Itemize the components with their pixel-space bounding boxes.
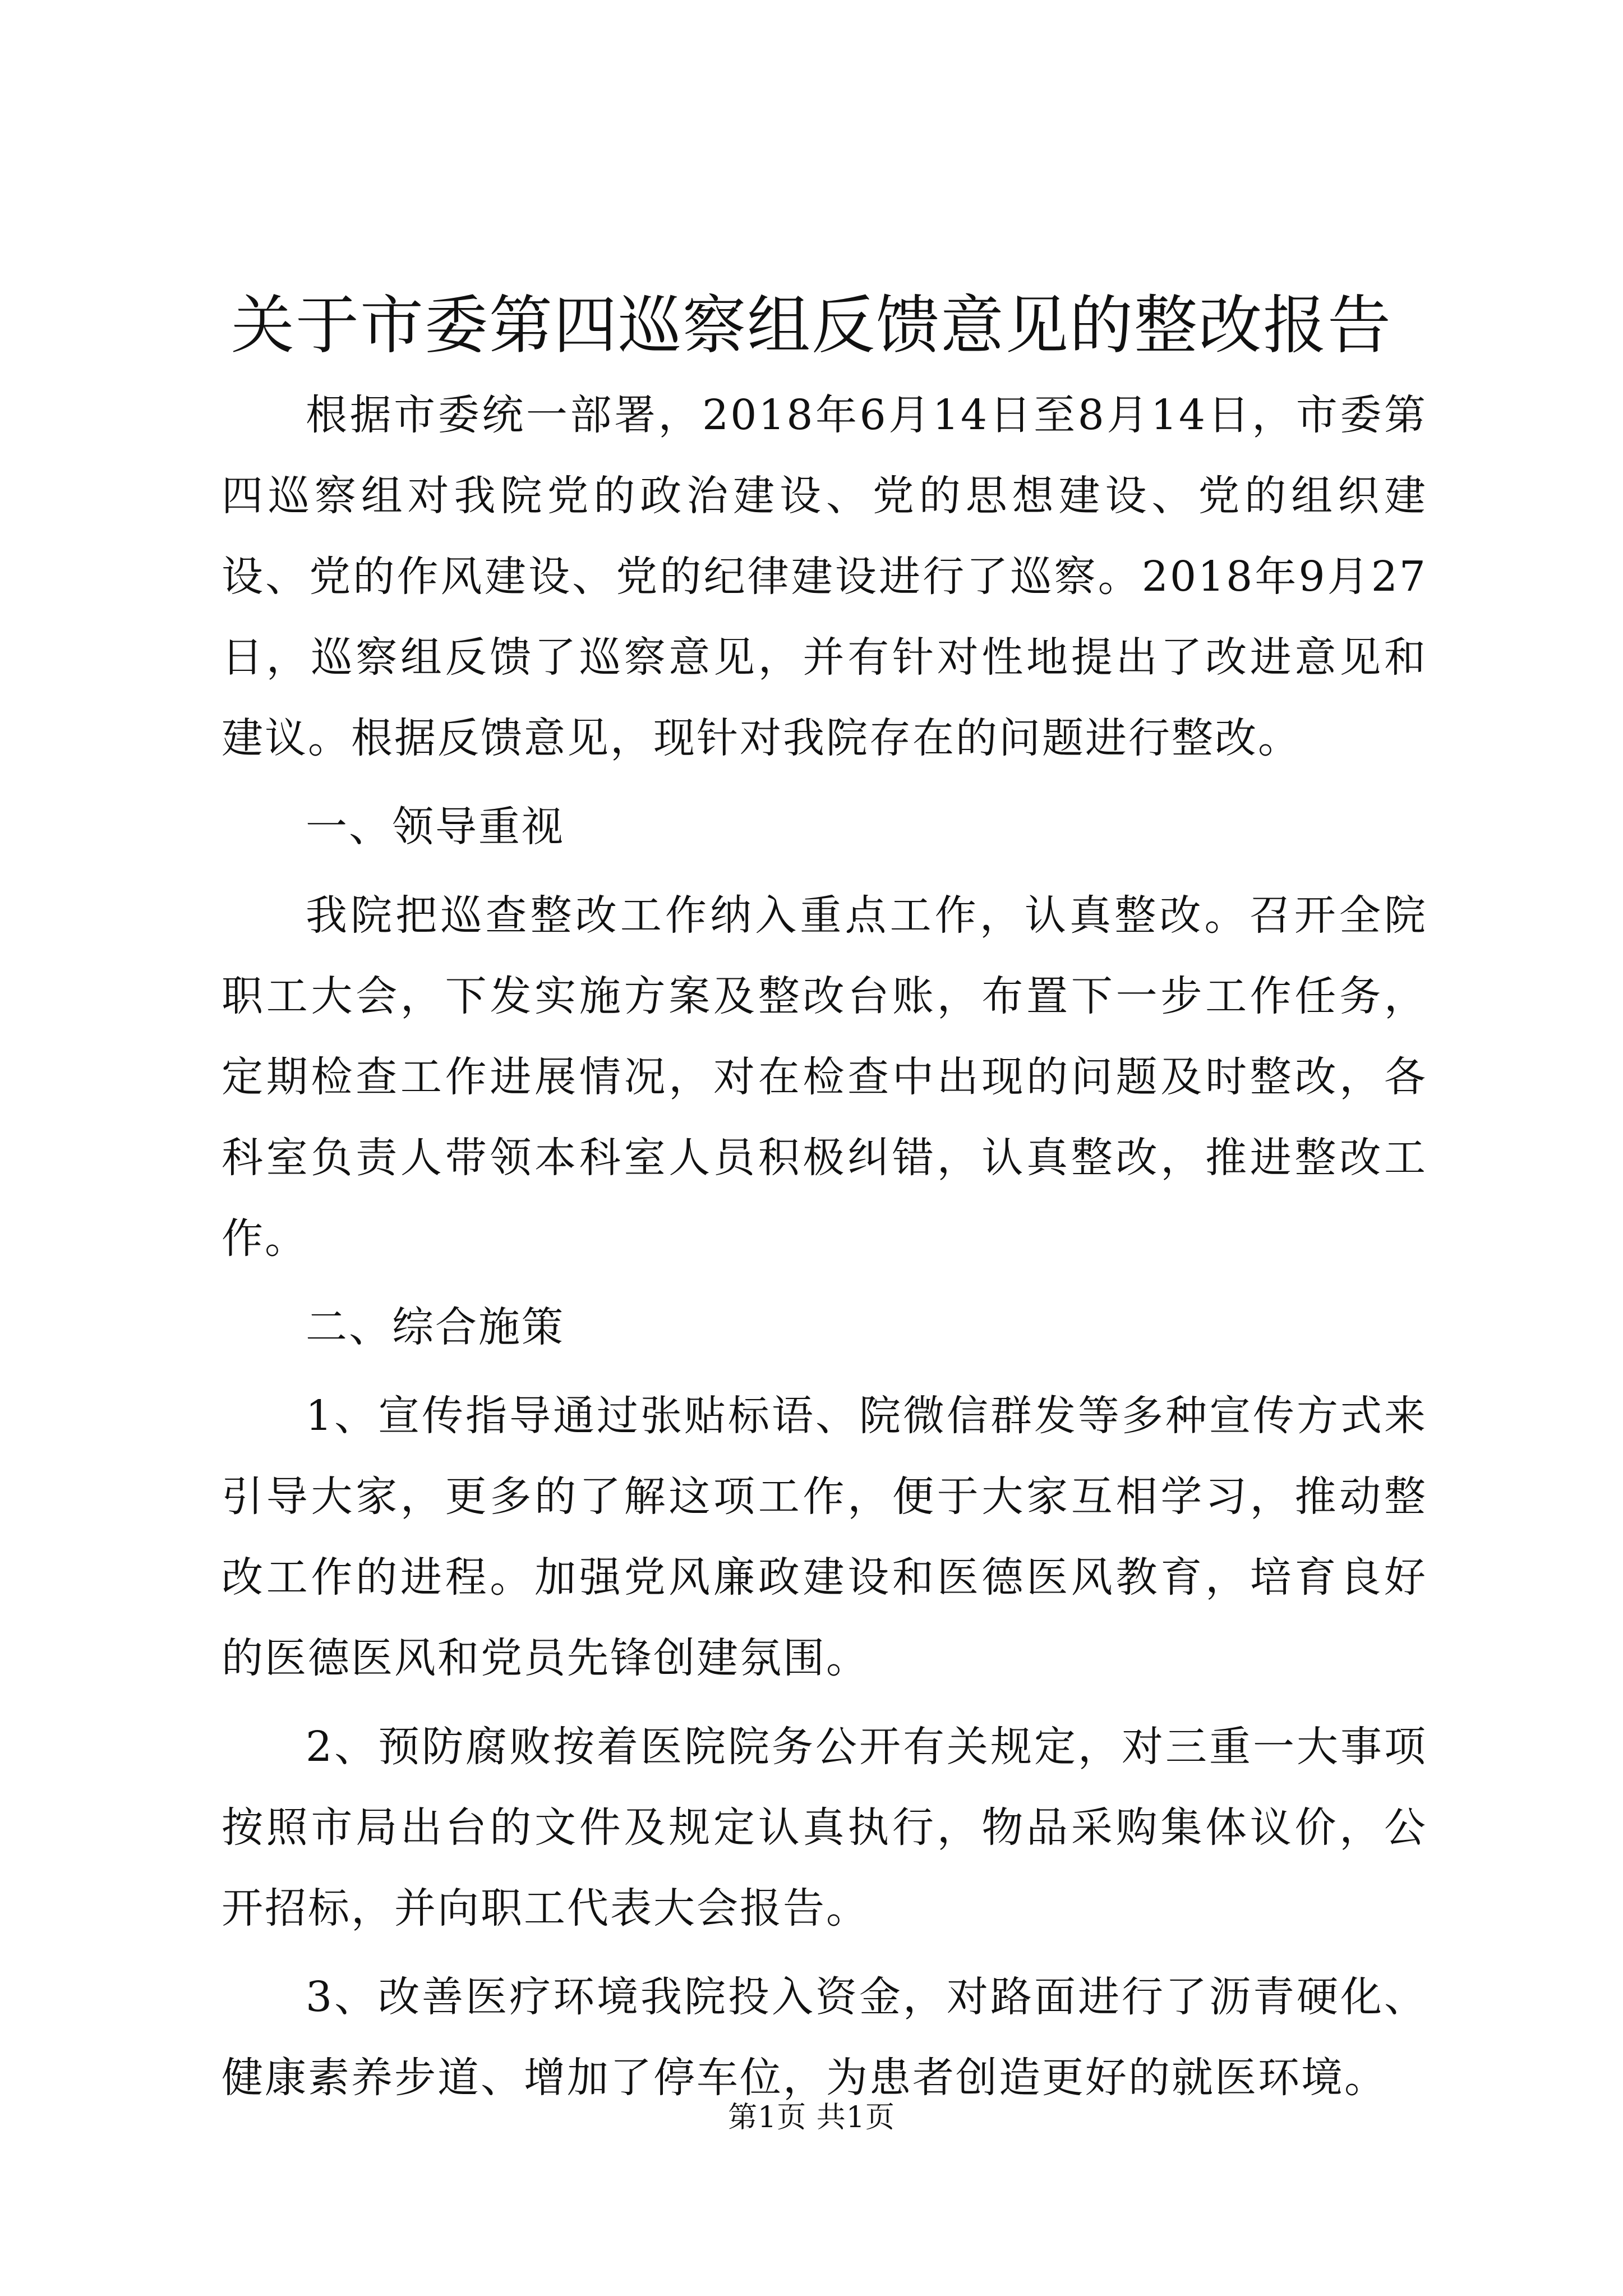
page-footer: 第1页 共1页 [728,2101,895,2134]
document-body [222,375,1427,2118]
measure-paragraph-environment: 3、改善医疗环境我院投入资金，对路面进行了沥青硬化、健康素养步道、增加了停车位，为患者创造更好的就医环境。 [222,1973,1427,2102]
section-heading-measures: 二、综合施策 [306,1303,565,1351]
section-heading-leadership: 一、领导重视 [306,803,565,851]
document-title: 关于市委第四巡察组反馈意见的整改报告 [231,288,1392,362]
measure-paragraph-anticorruption: 2、预防腐败按着医院院务公开有关规定，对三重一大事项按照市局出台的文件及规定认真执行，物品采购集体议价，公开招标，并向职工代表大会报告。 [222,1723,1427,1932]
measure-paragraph-publicity: 1、宣传指导通过张贴标语、院微信群发等多种宣传方式来引导大家，更多的了解这项工作，便于大家互相学习，推动整改工作的进程。加强党风廉政建设和医德医风教育，培育良好的医德医风和党员先锋创建氛围。 [222,1392,1427,1682]
intro-paragraph: 根据市委统一部署，2018年6月14日至8月14日，市委第四巡察组对我院党的政治建设、党的思想建设、党的组织建设、党的作风建设、党的纪律建设进行了巡察。2018年9月27日，巡察组反馈了巡察意见，并有针对性地提出了改进意见和建议。根据反馈意见，现针对我院存在的问题进行整改。 [222,391,1427,762]
leadership-paragraph: 我院把巡查整改工作纳入重点工作，认真整改。召开全院职工大会，下发实施方案及整改台账，布置下一步工作任务，定期检查工作进展情况，对在检查中出现的问题及时整改，各科室负责人带领本科室人员积极纠错，认真整改，推进整改工作。 [222,891,1427,1263]
